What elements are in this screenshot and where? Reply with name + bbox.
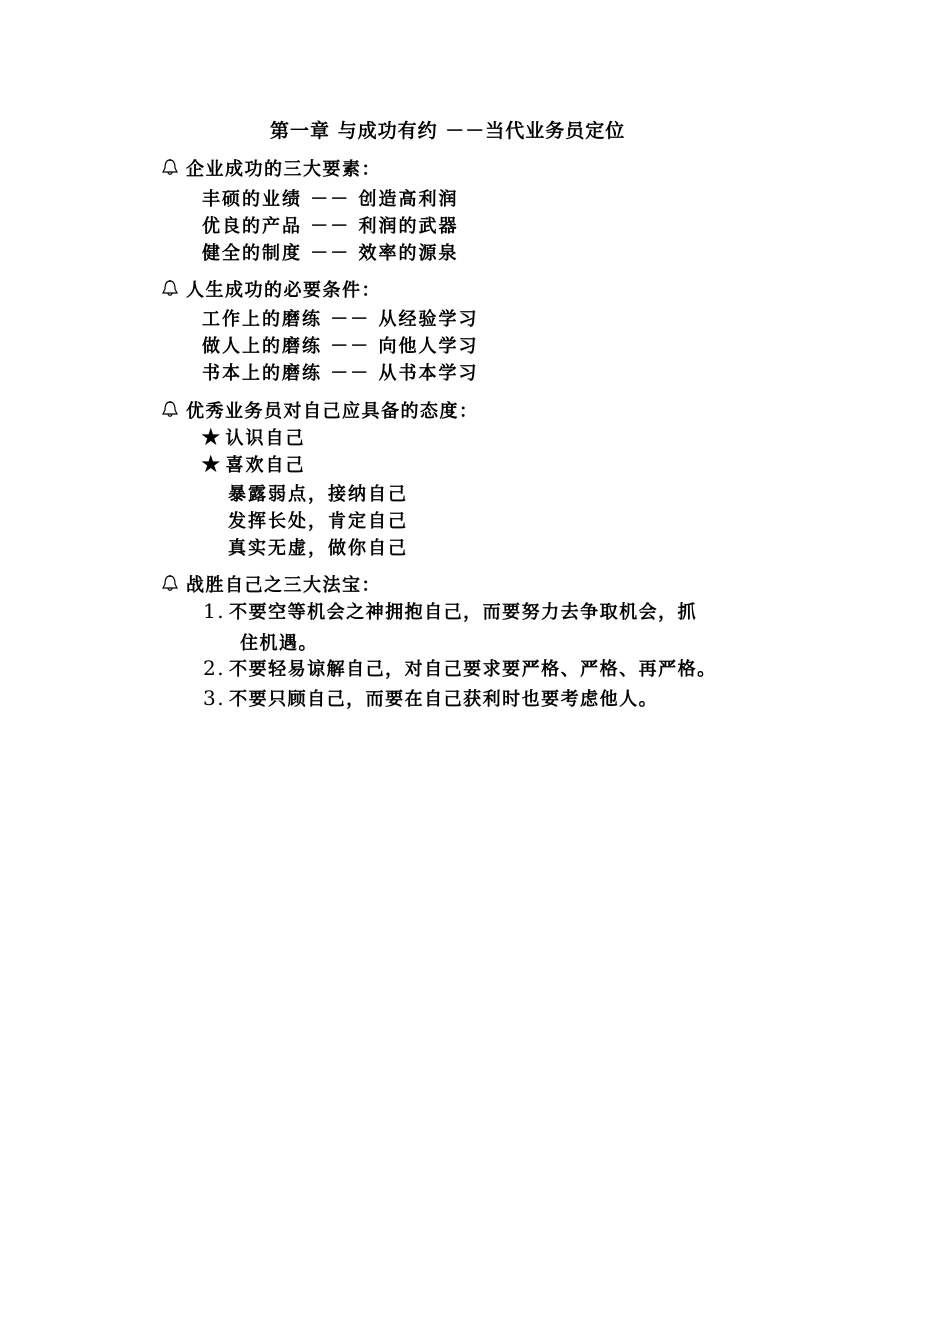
numbered-item: 2. 不要轻易谅解自己，对自己要求要严格、严格、再严格。 [203,656,717,680]
list-item: 丰硕的业绩 －－ 创造高利润 [202,189,459,210]
numbered-item-continuation: 住机遇。 [240,633,318,654]
numbered-item: 1. 不要空等机会之神拥抱自己，而要努力去争取机会，抓 [203,599,698,623]
list-item: 发挥长处，肯定自己 [228,511,408,532]
bell-icon [160,574,180,594]
star-icon: ★ [200,423,224,451]
list-item: 工作上的磨练 －－ 从经验学习 [202,309,479,330]
section-heading: 企业成功的三大要素： [160,155,381,181]
list-item: 优良的产品 －－ 利润的武器 [202,216,459,237]
section-heading: 优秀业务员对自己应具备的态度： [160,397,479,423]
star-icon: ★ [200,450,224,478]
section-heading: 人生成功的必要条件： [160,276,381,302]
star-item: ★ 认识自己 [200,423,306,451]
star-item: ★ 喜欢自己 [200,450,306,478]
list-item: 书本上的磨练 －－ 从书本学习 [202,363,479,384]
list-item: 做人上的磨练 －－ 向他人学习 [202,336,479,357]
section-heading: 战胜自己之三大法宝： [160,571,381,597]
list-item: 暴露弱点，接纳自己 [228,484,408,505]
bell-icon [160,400,180,420]
list-item: 真实无虚，做你自己 [228,538,408,559]
bell-icon [160,279,180,299]
list-item: 健全的制度 －－ 效率的源泉 [202,243,459,264]
chapter-title: 第一章 与成功有约 －－当代业务员定位 [270,120,626,142]
numbered-item: 3. 不要只顾自己，而要在自己获利时也要考虑他人。 [203,686,659,710]
bell-icon [160,158,180,178]
